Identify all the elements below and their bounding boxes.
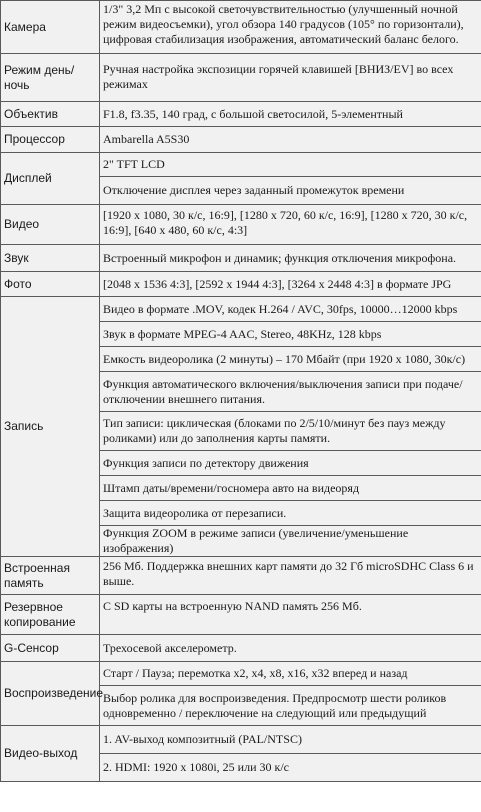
spec-value: Старт / Пауза; перемотка x2, x4, x8, x16, x32 вперед и назад xyxy=(100,662,481,686)
spec-label: Видео-выход xyxy=(1,726,100,782)
spec-row-processor xyxy=(1,127,481,153)
spec-value: 1/3" 3,2 Мп с высокой светочувствительностью (улучшенный ночной режим видеосъемки), угол обзора 140 градусов (105° по горизонтали), цифровая стабилизация изображения, автоматический баланс белого. xyxy=(100,1,481,54)
spec-label: Камера xyxy=(1,1,100,54)
spec-label: Дисплей xyxy=(1,153,100,205)
spec-label: Процессор xyxy=(1,127,100,153)
spec-label: Звук xyxy=(1,245,100,272)
spec-value: Ручная настройка экспозиции горячей клавишей [ВНИЗ/EV] во всех режимах xyxy=(100,54,481,102)
spec-row-video xyxy=(1,205,481,245)
spec-value: Функция ZOOM в режиме записи (увеличение/уменьшение изображения) xyxy=(100,526,481,557)
spec-row-photo xyxy=(1,272,481,297)
spec-value: Ambarella A5S30 xyxy=(100,127,481,153)
spec-value: Тип записи: циклическая (блоками по 2/5/10/минут без пауз между роликами) или до заполнения карты памяти. xyxy=(100,412,481,451)
spec-row-lens xyxy=(1,102,481,127)
spec-label: G-Сенсор xyxy=(1,635,100,662)
spec-row-playback xyxy=(1,662,481,686)
spec-value: 2. HDMI: 1920 x 1080i, 25 или 30 к/с xyxy=(100,754,481,782)
spec-label: Встроенная память xyxy=(1,557,100,595)
spec-label: Объектив xyxy=(1,102,100,127)
spec-row-camera xyxy=(1,1,481,54)
spec-label: Фото xyxy=(1,272,100,297)
spec-value: F1.8, f3.35, 140 град, с большой светосилой, 5-элементный xyxy=(100,102,481,127)
spec-value: Звук в формате MPEG-4 AAC, Stereo, 48KHz, 128 kbps xyxy=(100,322,481,347)
spec-row-video-out xyxy=(1,726,481,754)
spec-label: Режим день/ночь xyxy=(1,54,100,102)
spec-value: 256 Мб. Поддержка внешних карт памяти до 32 Гб microSDHC Class 6 и выше. xyxy=(100,557,481,595)
spec-label: Воспроизведение xyxy=(1,662,100,726)
spec-value: С SD карты на встроенную NAND память 256 Мб. xyxy=(100,595,481,635)
spec-value: [1920 x 1080, 30 к/с, 16:9], [1280 x 720, 60 к/с, 16:9], [1280 x 720, 30 к/с, 16:9], [640 x 480, 60 к/с, 4:3] xyxy=(100,205,481,245)
spec-value: Выбор ролика для воспроизведения. Предпросмотр шести роликов одновременно / переключение на следующий или предыдущий xyxy=(100,686,481,726)
spec-row-sound xyxy=(1,245,481,272)
spec-label: Запись xyxy=(1,297,100,557)
spec-value: Видео в формате .MOV, кодек H.264 / AVC, 30fps, 10000…12000 kbps xyxy=(100,297,481,322)
spec-value: Функция записи по детектору движения xyxy=(100,451,481,476)
spec-row-memory xyxy=(1,557,481,595)
spec-value: Функция автоматического включения/выключения записи при подаче/отключении внешнего питания. xyxy=(100,372,481,412)
spec-row-recording xyxy=(1,297,481,322)
spec-row-backup xyxy=(1,595,481,635)
spec-value: Штамп даты/времени/госномера авто на видеоряд xyxy=(100,476,481,501)
spec-value: [2048 x 1536 4:3], [2592 x 1944 4:3], [3264 x 2448 4:3] в формате JPG xyxy=(100,272,481,297)
spec-label: Видео xyxy=(1,205,100,245)
spec-value: Емкость видеоролика (2 минуты) – 170 Мбайт (при 1920 x 1080, 30к/с) xyxy=(100,347,481,372)
spec-row-day-night xyxy=(1,54,481,102)
spec-value: Трехосевой акселерометр. xyxy=(100,635,481,662)
spec-value: 2" TFT LCD xyxy=(100,153,481,177)
spec-label: Резервное копирование xyxy=(1,595,100,635)
spec-row-gsensor xyxy=(1,635,481,662)
spec-value: Встроенный микрофон и динамик; функция отключения микрофона. xyxy=(100,245,481,272)
spec-row-display xyxy=(1,153,481,177)
spec-value: 1. AV-выход композитный (PAL/NTSC) xyxy=(100,726,481,754)
spec-value: Отключение дисплея через заданный промежуток времени xyxy=(100,177,481,205)
spec-value: Защита видеоролика от перезаписи. xyxy=(100,501,481,526)
